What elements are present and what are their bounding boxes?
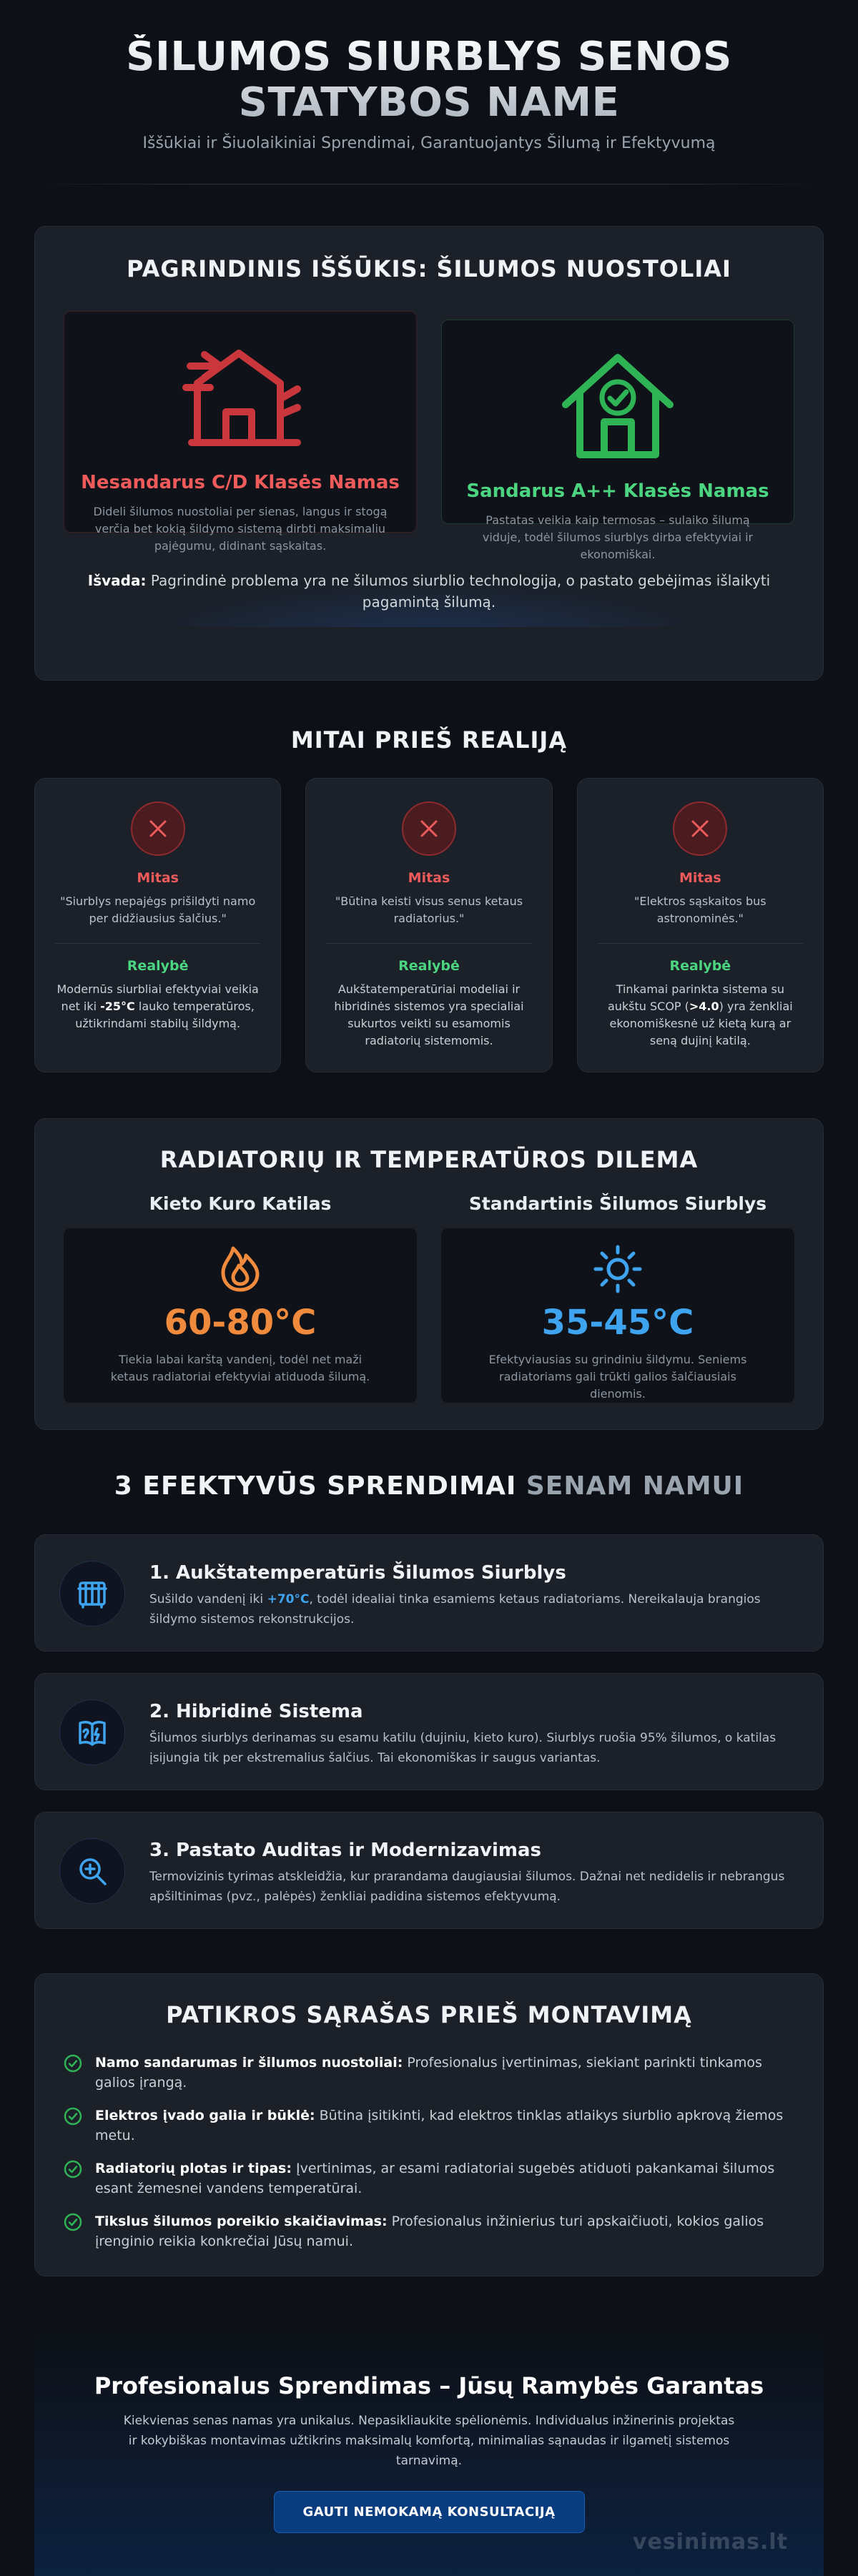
myth-card [305,778,552,1072]
check-circle-icon [64,2107,82,2126]
solution-title: 3. Pastato Auditas ir Modernizavimas [149,1840,542,1861]
flame-icon [217,1244,263,1294]
page-title [34,34,824,126]
myths-grid [34,778,824,1072]
watermark: vesinimas.lt [632,2530,788,2555]
myth-divider [598,943,803,944]
solution-text: Šilumos siurblys derinamas su esamu katilu (dujiniu, kieto kuro). Siurblys ruošia 95% šilumos, o katilas įsijungia tik per ekstremalius šalčius. Tai ekonomiškas ir saugus variantas. [149,1731,776,1765]
challenge-conclusion [72,570,786,627]
cta-section [34,2331,824,2576]
checklist-item [64,2211,794,2251]
solution-card [34,1673,824,1790]
leaky-house-card [64,311,417,553]
radiator-icon [59,1561,125,1627]
checklist-item [64,2106,794,2146]
reality-text: Aukštatemperatūriai modeliai ir hibridinės sistemos yra specialiai sukurtos veikti su esamomis radiatorių sistemomis. [334,982,524,1047]
check-circle-icon [64,2213,82,2231]
boiler-column [64,1193,417,1403]
myth-text: "Elektros sąskaitos bus astronominės." [634,894,766,925]
x-circle-icon [673,801,727,856]
leaky-house-title: Nesandarus C/D Klasės Namas [81,472,400,493]
title-line-2: STATYBOS NAME [238,79,620,126]
heatpump-card [441,1228,794,1403]
heatpump-temperature: 35-45°C [541,1303,694,1343]
myth-divider [326,943,531,944]
cta-text: Kiekvienas senas namas yra unikalus. Nepasikliaukite spėlionėmis. Individualus inžinerinis projektas ir kokybiškas montavimas užtikrins maksimalų komfortą, minimalias sąnaudas ir ilgametį sistemos tarnavimą. [123,2414,735,2468]
reality-label: Realybė [669,958,731,974]
myth-card [34,778,281,1072]
checklist-item [64,2158,794,2199]
myth-card [577,778,824,1072]
reality-label: Realybė [398,958,460,974]
hybrid-icon [59,1699,125,1765]
consultation-button[interactable]: GAUTI NEMOKAMĄ KONSULTACIJĄ [274,2491,585,2533]
solutions-title: 3 EFEKTYVŪS SPRENDIMAI SENAM NAMUI [114,1471,744,1501]
checklist-title: PATIKROS SĄRAŠAS PRIEŠ MONTAVIMĄ [166,2001,692,2028]
x-circle-icon [131,801,185,856]
solution-title: 1. Aukštatemperatūris Šilumos Siurblys [149,1562,566,1584]
reality-label: Realybė [127,958,189,974]
myth-label: Mitas [137,870,179,886]
sealed-house-title: Sandarus A++ Klasės Namas [466,480,769,502]
checklist-item [64,2053,794,2093]
boiler-card [64,1228,417,1403]
solution-title: 2. Hibridinė Sistema [149,1701,363,1722]
challenge-section [34,226,824,681]
conclusion-label: Išvada: [87,572,147,589]
reality-text: Modernūs siurbliai efektyviai veikia net iki -25°C lauko temperatūros, užtikrindami stabilų šildymą. [56,982,259,1030]
cta-title: Profesionalus Sprendimas – Jūsų Ramybės Garantas [94,2372,764,2399]
check-circle-icon [64,2054,82,2073]
radiator-dilemma-title: RADIATORIŲ IR TEMPERATŪROS DILEMA [159,1146,699,1173]
myth-label: Mitas [679,870,721,886]
checklist-text: Elektros įvado galia ir būklė: Būtina įsitikinti, kad elektros tinklas atlaikys siurblio apkrovą žiemos metu. [95,2108,784,2143]
solution-text: Termovizinis tyrimas atskleidžia, kur prarandama daugiausiai šilumos. Dažnai net nedidelis ir nebrangus apšiltinimas (pvz., palėpės) ženkliai padidina sistemos efektyvumą. [149,1870,785,1904]
sun-icon [593,1244,643,1294]
checklist-section [34,1973,824,2276]
heatpump-heading: Standartinis Šilumos Siurblys [468,1193,767,1214]
x-circle-icon [402,801,456,856]
heatpump-column [441,1193,794,1403]
page-subtitle: Iššūkiai ir Šiuolaikiniai Sprendimai, Garantuojantys Šilumą ir Efektyvumą [142,134,716,152]
checklist-text: Tikslus šilumos poreikio skaičiavimas: Profesionalus inžinierius turi apskaičiuoti, kokios galios įrenginio reikia konkrečiai Jūsų namui. [95,2214,764,2249]
boiler-heading: Kieto Kuro Katilas [149,1193,332,1214]
checklist-text: Namo sandarumas ir šilumos nuostoliai: Profesionalus įvertinimas, siekiant parinkti tinkamos galios įrangą. [95,2055,762,2091]
boiler-temperature: 60-80°C [164,1303,317,1343]
conclusion-text: Pagrindinė problema yra ne šilumos siurblio technologija, o pastato gebėjimas išlaikyti pagamintą šilumą. [146,572,771,611]
sealed-house-card [441,320,794,561]
heatpump-text: Efektyviausias su grindiniu šildymu. Seniems radiatoriams gali trūkti galios šalčiausiais dienomis. [488,1353,747,1401]
house-check-icon [557,347,679,462]
myths-title: MITAI PRIEŠ REALIJĄ [290,726,568,754]
check-circle-icon [64,2160,82,2178]
challenge-title: PAGRINDINIS IŠŠŪKIS: ŠILUMOS NUOSTOLIAI [127,255,731,282]
title-line-1: ŠILUMOS SIURBLYS SENOS [126,34,732,80]
search-plus-icon [59,1838,125,1904]
reality-text: Tinkamai parinkta sistema su aukštu SCOP (>4.0) yra ženkliai ekonomiškesnė už kietą kurą ar seną dujinį katilą. [607,982,793,1047]
leaky-house-text: Dideli šilumos nuostoliai per sienas, langus ir stogą verčia bet kokią šildymo sistemą dirbti maksimaliu pajėgumu, didinant sąskaitas. [93,505,388,553]
boiler-text: Tiekia labai karštą vandenį, todėl net maži ketaus radiatoriai efektyviai atiduoda šilumą. [110,1353,370,1383]
solution-text: Sušildo vandenį iki +70°C, todėl idealiai tinka esamiems ketaus radiatoriams. Nereikalauja brangios šildymo sistemos rekonstrukcijos. [149,1592,761,1627]
myth-text: "Būtina keisti visus senus ketaus radiatorius." [335,894,523,925]
myth-text: "Siurblys nepajėgs prišildyti namo per didžiausius šalčius." [60,894,256,925]
myth-divider [55,943,260,944]
solution-card [34,1534,824,1652]
leaking-house-icon [176,339,305,453]
checklist-text: Radiatorių plotas ir tipas: Įvertinimas, ar esami radiatoriai sugebės atiduoti pakankamai šilumos esant žemesnei vandens temperatūrai. [95,2161,775,2196]
sealed-house-text: Pastatas veikia kaip termosas – sulaiko šilumą viduje, todėl šilumos siurblys dirba efektyviai ir ekonomiškai. [482,513,754,561]
page-header [34,0,824,184]
radiator-dilemma-section [34,1118,824,1430]
solution-card [34,1812,824,1929]
myth-label: Mitas [408,870,450,886]
